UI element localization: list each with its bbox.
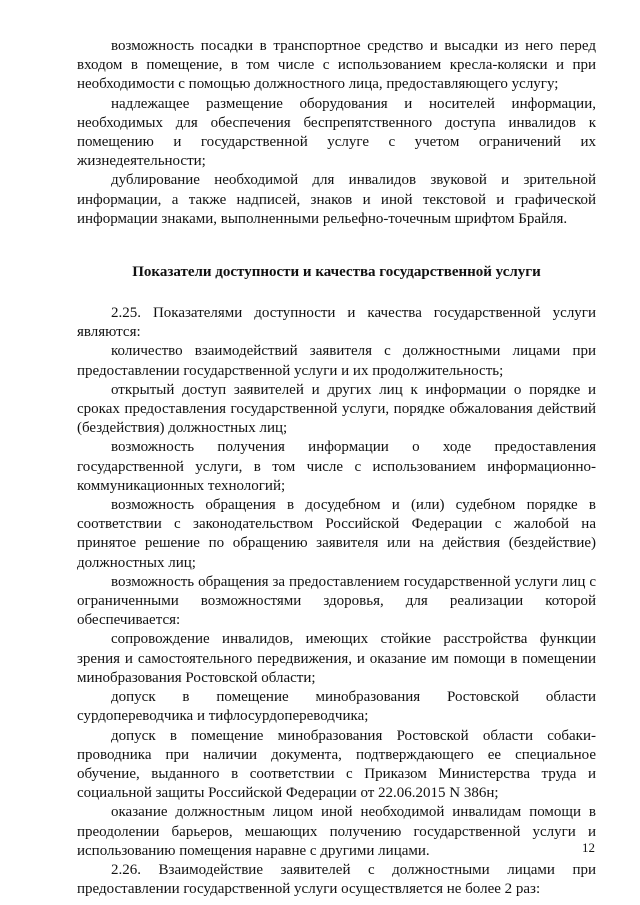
paragraph: сопровождение инвалидов, имеющих стойкие расстройства функции зрения и самостоятельного передвижения, и оказание им помощи в помещении минобразования Ростовской области; — [77, 631, 596, 686]
paragraph: 2.25. Показателями доступности и качества государственной услуги являются: — [77, 305, 596, 341]
paragraph: допуск в помещение минобразования Ростовской области собаки-проводника при наличии документа, подтверждающего ее специальное обучение, выданного в соответствии с Приказом Министерства труда и социальной защиты Российской Федерации от 22.06.2015 N 386н; — [77, 727, 596, 802]
paragraph: возможность получения информации о ходе предоставления государственной услуги, в том числе с использованием информационно-коммуникационных технологий; — [77, 439, 596, 494]
paragraph: количество взаимодействий заявителя с должностными лицами при предоставлении государственной услуги и их продолжительность; — [77, 343, 596, 379]
paragraph: открытый доступ заявителей и других лиц к информации о порядке и сроках предоставления государственной услуги, порядке обжалования действий (бездействия) должностных лиц; — [77, 381, 596, 437]
paragraph: возможность обращения в досудебном и (или) судебном порядке в соответствии с законодательством Российской Федерации с жалобой на принятое решение по обращению заявителя или на действия (бездействие) должностных лиц; — [77, 497, 596, 571]
paragraph: возможность посадки в транспортное средство и высадки из него перед входом в помещение, в том числе с использованием кресла-коляски и при необходимости с помощью должностного лица, предоставляющего услугу; — [77, 38, 596, 93]
paragraph: оказание должностным лицом иной необходимой инвалидам помощи в преодолении барьеров, мешающих получению государственной услуги и использованию помещения наравне с другими лицами. — [77, 804, 596, 859]
paragraph: допуск в помещение минобразования Ростовской области сурдопереводчика и тифлосурдопереводчика; — [77, 689, 596, 725]
intro-section — [77, 37, 596, 229]
page-number: 12 — [582, 840, 595, 855]
paragraph: дублирование необходимой для инвалидов звуковой и зрительной информации, а также надписей, знаков и иной текстовой и графической информации знаками, выполненными рельефно-точечным шрифтом Брайля. — [77, 172, 596, 227]
paragraph: надлежащее размещение оборудования и носителей информации, необходимых для обеспечения беспрепятственного доступа инвалидов к помещению и государственной услуге с учетом ограничений их жизнедеятельности; — [77, 95, 596, 170]
document-page — [77, 37, 596, 899]
paragraph: 2.26. Взаимодействие заявителей с должностными лицами при предоставлении государственной услуги осуществляется не более 2 раз: — [77, 861, 596, 898]
paragraph: возможность обращения за предоставлением государственной услуги лиц с ограниченными возможностями здоровья, для реализации которой обеспечивается: — [77, 573, 596, 629]
indicators-section — [77, 304, 596, 899]
section-heading: Показатели доступности и качества государственной услуги — [132, 264, 541, 281]
